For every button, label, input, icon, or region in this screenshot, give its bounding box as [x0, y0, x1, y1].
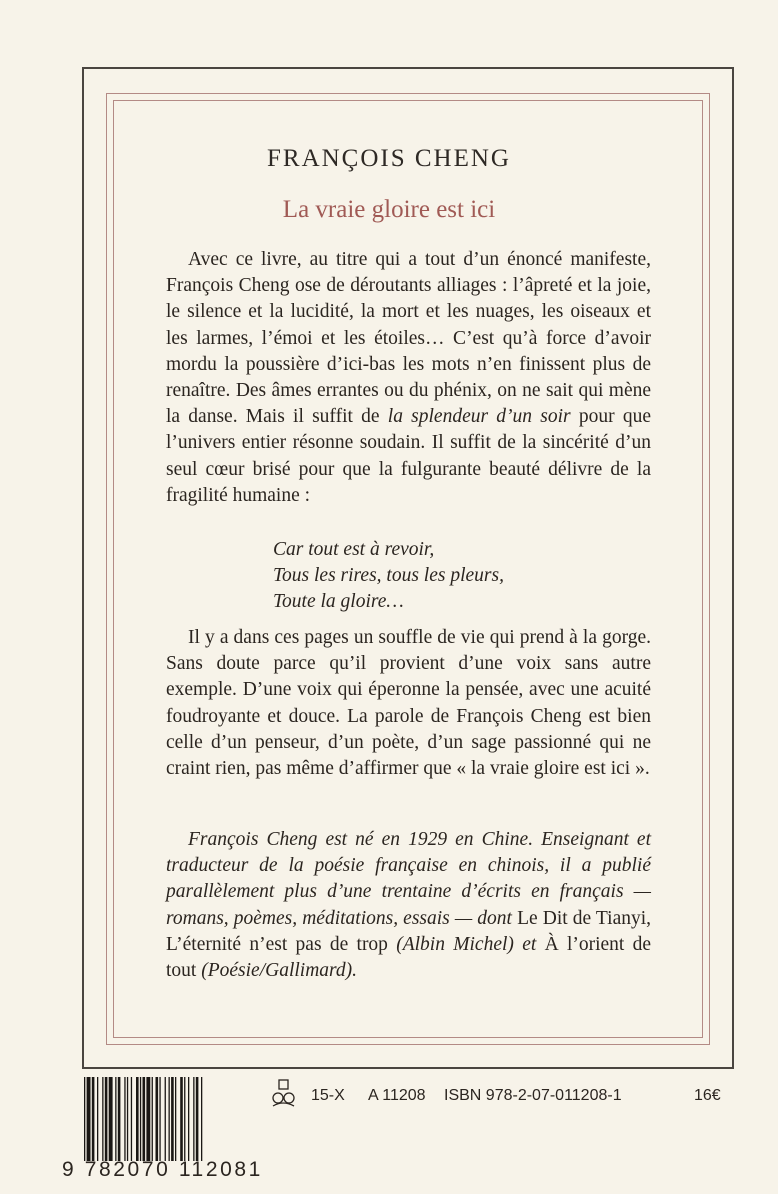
bio-publisher-1: (Albin Michel)	[396, 933, 514, 955]
author-name: FRANÇOIS CHENG	[266, 145, 511, 172]
price: 16€	[694, 1087, 721, 1104]
series-code: 15-X	[311, 1087, 345, 1104]
bio-work-3: À l’orient de tout	[166, 933, 652, 982]
blurb-italic-phrase: la splendeur d’un soir	[387, 406, 571, 428]
publisher-logo-icon	[270, 1079, 298, 1114]
author-bio	[166, 827, 651, 984]
blurb-paragraph-2: Il y a dans ces pages un souffle de vie qui prend à la gorge. Sans doute parce qu’il provient d’une voix sans autre exemple. D’une voix qui éperonne la pensée, avec une acuité foudroyante et douce. La parole de François Cheng est bien celle d’un penseur, d’un poète, d’un sage passionné qui ne craint rien, pas même d’affirmer que « la vraie gloire est ici ».	[166, 627, 651, 780]
bio-work-2: L’éternité n’est pas de trop	[166, 933, 388, 955]
isbn: ISBN 978-2-07-011208-1	[444, 1087, 622, 1104]
barcode	[82, 1077, 242, 1161]
verse-quote	[273, 537, 504, 616]
bio-intro: François Cheng est né en 1929 en Chine. Enseignant et traducteur de la poésie française en chinois, il a publié parallèlement plus d’une trentaine d’écrits en français — romans, poèmes, méditations, essais — dont	[166, 829, 651, 929]
blurb-text-a: Avec ce livre, au titre qui a tout d’un énoncé manifeste, François Cheng ose de déroutants alliages : l’âpreté et la joie, le silence et la lucidité, la mort et les nuages, les oiseaux et les larmes, l’émoi et les étoiles… C’est qu’à force d’avoir mordu la poussière d’ici-bas les mots n’en finissent plus de renaître. Des âmes errantes ou du phénix, on ne sait qui mène la danse. Mais il suffit de	[166, 249, 651, 428]
bio-et: et	[522, 933, 537, 955]
verse-line: Car tout est à revoir,	[273, 539, 435, 560]
blurb-text-b: pour que l’univers entier résonne soudain. Il suffit de la sincérité d’un seul cœur brisé pour que la fulgurante beauté délivre de la fragilité humaine :	[166, 406, 652, 506]
bio-publisher-2: (Poésie/Gallimard).	[201, 960, 358, 982]
verse-line: Tous les rires, tous les pleurs,	[273, 565, 504, 587]
back-info-bar	[270, 1085, 740, 1111]
catalog-code: A 11208	[368, 1087, 426, 1104]
barcode-digits: 9 782070 112081	[62, 1158, 263, 1181]
bio-work-1: Le Dit de Tianyi,	[517, 907, 652, 929]
verse-line: Toute la gloire…	[273, 591, 404, 613]
book-title: La vraie gloire est ici	[282, 196, 496, 223]
blurb-paragraph-1	[166, 247, 651, 509]
